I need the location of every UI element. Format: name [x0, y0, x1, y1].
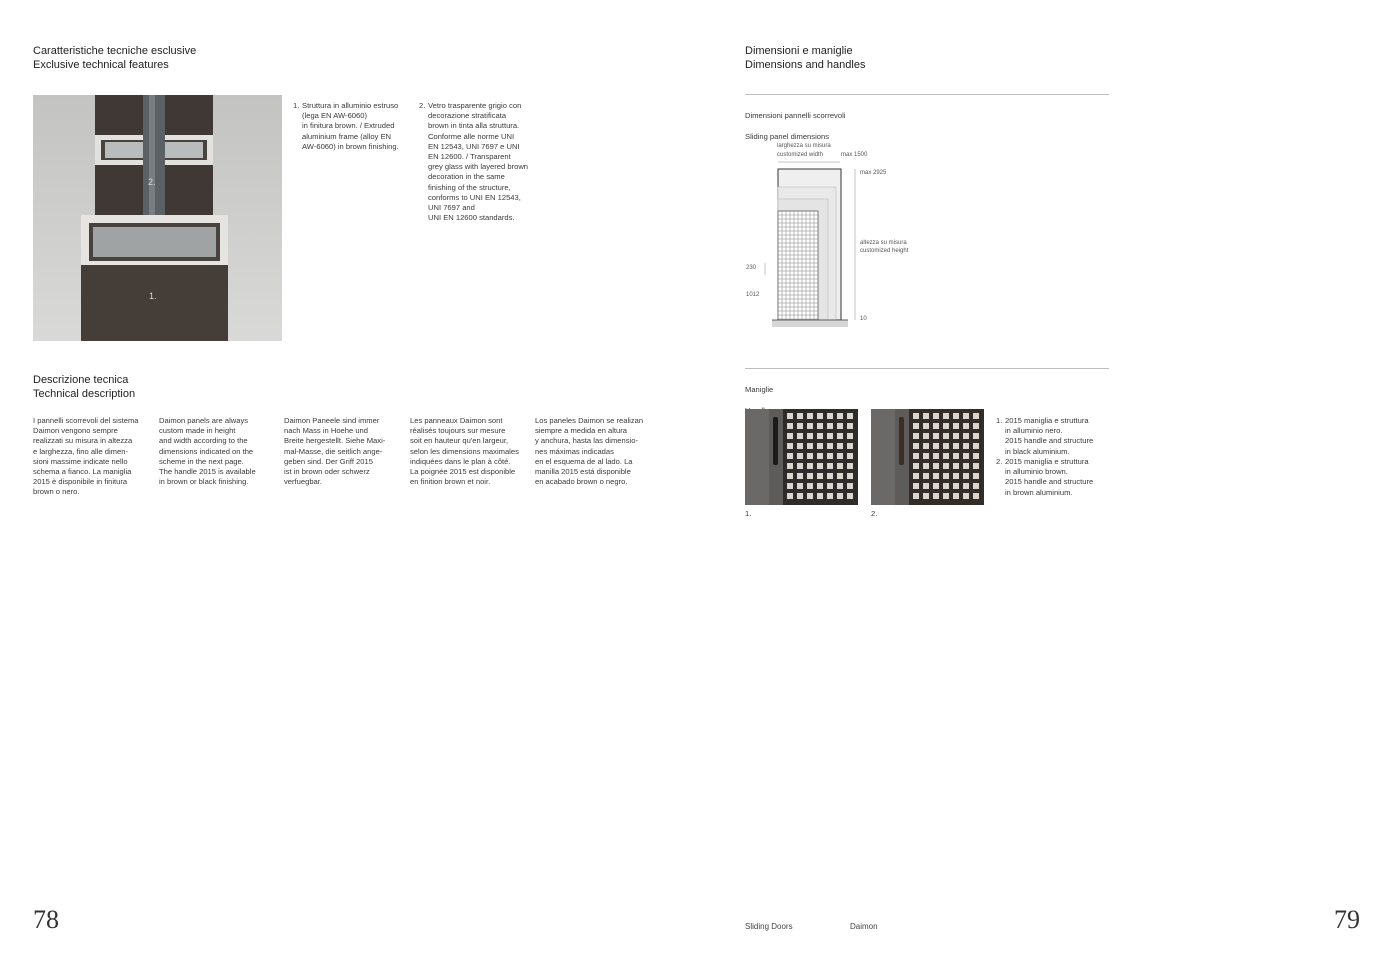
height-label-1: altezza su misura — [860, 240, 907, 246]
handle-item-text: 2015 maniglia e struttura in alluminio brown. 2015 handle and structure in brown aluminium. — [1005, 457, 1094, 497]
dim-230-label: 230 — [746, 265, 757, 271]
floor-base — [772, 320, 848, 327]
max-height-label: max 2925 — [860, 170, 887, 176]
handle-illustration-brown — [871, 409, 984, 505]
description-heading — [33, 373, 135, 401]
photo-label-2: 2. — [148, 177, 156, 187]
handle-item-text: 2015 maniglia e struttura in alluminio nero. 2015 handle and structure in black aluminium. — [1005, 416, 1094, 456]
profile-illustration — [33, 95, 282, 341]
divider — [745, 368, 1109, 369]
features-heading — [33, 44, 196, 72]
feature-item-text: Vetro trasparente grigio con decorazione stratificata brown in tinta alla struttura. Conforme alle norme UNI EN 12543, UNI 7697 e UNI EN 12600. / Transparent grey glass with layered brown decoration in the same finishing of the structure, conforms to UNI EN 12543, UNI 7697 and UNI EN 12600 standards. — [428, 101, 529, 223]
description-column-es: Los paneles Daimon se realizan siempre a medida en altura y anchura, hasta las dimensio- nes máximas indicadas en el esquema de al lado. La manilla 2015 está disponible en acabado brown o negro. — [535, 416, 644, 487]
panel-title-en: Sliding panel dimensions — [745, 131, 830, 141]
description-column-de: Daimon Paneele sind immer nach Mass in Hoehe und Breite hergestellt. Siehe Maxi- mal-Masse, die seitlich ange- geben sind. Der Griff 2015 ist in brown oder schwerz verfuegbar. — [284, 416, 386, 487]
max-width-label: max 1500 — [841, 152, 868, 158]
footer-section: Sliding Doors — [745, 922, 793, 931]
handle-item-2 — [996, 457, 1108, 498]
description-title-en: Technical description — [33, 388, 136, 400]
height-label-2: customized height — [860, 248, 909, 254]
dim-1012-label: 1012 — [746, 292, 760, 298]
handle-item-number: 1. — [996, 416, 1003, 425]
feature-item-text: Struttura in alluminio estruso (lega EN AW-6060) in finitura brown. / Extruded aluminium frame (alloy EN AW-6060) in brown finishing. — [302, 101, 399, 151]
description-column-en: Daimon panels are always custom made in height and width according to the dimensions indicated on the scheme in the next page. The handle 2015 is available in brown or black finishing. — [159, 416, 256, 487]
features-title-en: Exclusive technical features — [33, 59, 169, 71]
footer-product: Daimon — [850, 922, 878, 931]
width-label-1: larghezza su misura — [777, 143, 831, 149]
dimensions-title-it: Dimensioni e maniglie — [745, 45, 853, 57]
handle-item-1 — [996, 416, 1108, 457]
dimensions-heading — [745, 44, 865, 72]
handle-photo-brown — [871, 409, 984, 505]
divider — [745, 94, 1109, 95]
profile-photo — [33, 95, 282, 341]
feature-item-number: 1. — [293, 101, 300, 110]
feature-item-2 — [419, 101, 541, 223]
handle-photo-black — [745, 409, 858, 505]
page-number-right: 79 — [1334, 905, 1360, 934]
feature-item-number: 2. — [419, 101, 426, 110]
description-column-fr: Les panneaux Daimon sont réalisés toujours sur mesure soit en hauteur qu'en largeur, selon les dimensions maximales indiquées dans le plan à côté. La poignée 2015 est disponible en finition brown et noir. — [410, 416, 519, 487]
features-title-it: Caratteristiche tecniche esclusive — [33, 45, 197, 57]
handles-title-it: Maniglie — [745, 385, 774, 395]
dim-10-label: 10 — [860, 316, 867, 322]
dimensions-title-en: Dimensions and handles — [745, 59, 866, 71]
feature-item-1 — [293, 101, 415, 152]
handle-photo-label-1: 1. — [745, 509, 752, 518]
width-label-2: customized width — [777, 152, 824, 158]
panel-dimensions-diagram — [740, 135, 940, 335]
handle-photo-label-2: 2. — [871, 509, 878, 518]
description-title-it: Descrizione tecnica — [33, 374, 129, 386]
panel-title-it: Dimensioni pannelli scorrevoli — [745, 111, 846, 121]
handle-item-number: 2. — [996, 457, 1003, 466]
page-number-left: 78 — [33, 905, 59, 934]
photo-label-1: 1. — [149, 291, 157, 301]
handle-illustration-black — [745, 409, 858, 505]
description-column-it: I pannelli scorrevoli del sistema Daimon vengono sempre realizzati su misura in altezza e larghezza, fino alle dimen- sioni massime indicate nello schema a fianco. La maniglia 2015 è disponibile in finitura brown o nero. — [33, 416, 139, 497]
